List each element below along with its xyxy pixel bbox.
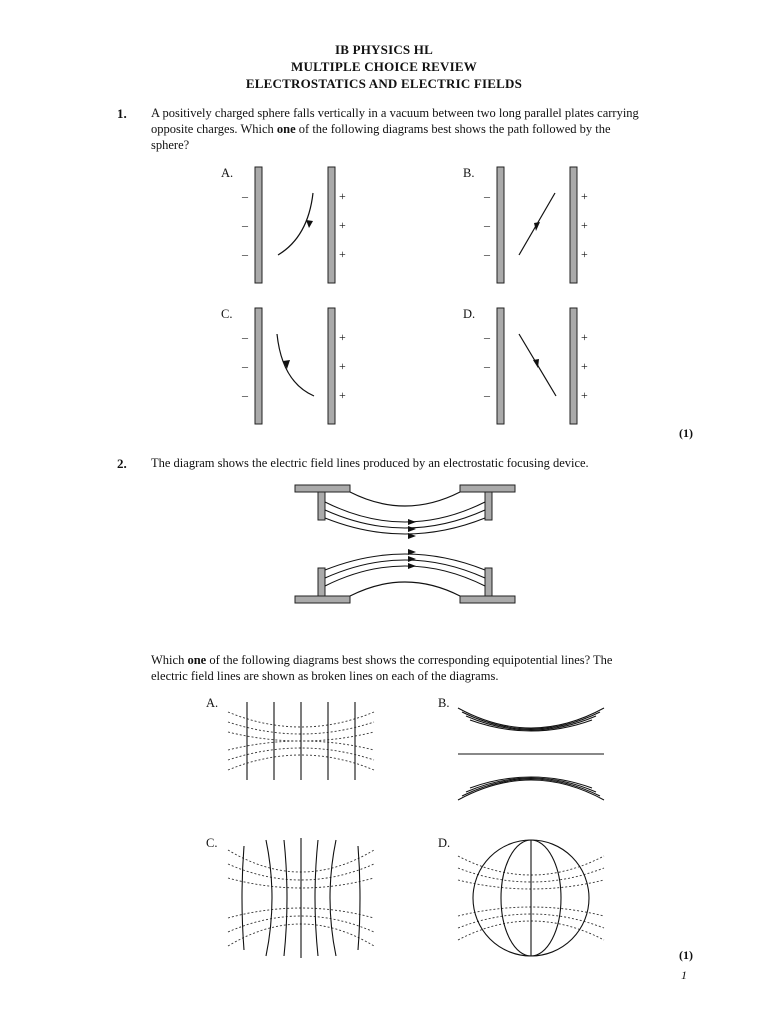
q1-a-pos-3: + <box>339 247 346 261</box>
q1-d-pos-2: + <box>581 359 588 373</box>
question-2-number: 2. <box>117 456 127 471</box>
page-number: 1 <box>681 968 687 982</box>
question-2-followup <box>151 652 612 684</box>
doc-title: IB PHYSICS HL <box>335 42 433 57</box>
q2-option-a-diagram <box>226 702 376 780</box>
q1-a-pos-1: + <box>339 189 346 203</box>
q1-a-neg-3: – <box>242 247 248 261</box>
q1-b-pos-3: + <box>581 247 588 261</box>
q2-option-c-label: C. <box>206 836 218 850</box>
q1-d-neg-2: – <box>484 359 490 373</box>
q1-c-neg-1: – <box>242 330 248 344</box>
q2-marks: (1) <box>679 948 693 962</box>
q1-c-pos-2: + <box>339 359 346 373</box>
q1-b-pos-1: + <box>581 189 588 203</box>
q1-option-a-label: A. <box>221 166 234 180</box>
doc-subtitle: MULTIPLE CHOICE REVIEW <box>291 59 477 74</box>
q2-option-d-label: D. <box>438 836 451 850</box>
q1-option-d-label: D. <box>463 307 476 321</box>
q1-d-neg-3: – <box>484 388 490 402</box>
q1-d-pos-3: + <box>581 388 588 402</box>
q2-option-b-diagram <box>456 702 606 802</box>
q1-d-neg-1: – <box>484 330 490 344</box>
question-1-line-2: opposite charges. Which one of the following diagrams best shows the path followed by the <box>151 122 611 136</box>
q1-option-b-label: B. <box>463 166 475 180</box>
q1-a-neg-1: – <box>242 189 248 203</box>
q2-option-b-label: B. <box>438 696 450 710</box>
q2-option-d-diagram <box>456 836 606 960</box>
q1-c-pos-1: + <box>339 330 346 344</box>
q2-option-a-label: A. <box>206 696 219 710</box>
q2-option-c-diagram <box>226 838 376 958</box>
doc-topic: ELECTROSTATICS AND ELECTRIC FIELDS <box>245 76 523 91</box>
question-2-text: The diagram shows the electric field lines produced by an electrostatic focusing device. <box>151 456 589 470</box>
q1-b-pos-2: + <box>581 218 588 232</box>
question-2-followup-line-2: electric field lines are shown as broken lines on each of the diagrams. <box>151 669 499 683</box>
q1-b-neg-2: – <box>484 218 490 232</box>
q1-a-pos-2: + <box>339 218 346 232</box>
q1-b-neg-1: – <box>484 189 490 203</box>
q1-d-pos-1: + <box>581 330 588 344</box>
q1-option-c-label: C. <box>221 307 233 321</box>
q1-b-neg-3: – <box>484 247 490 261</box>
q1-marks: (1) <box>679 426 693 440</box>
question-1-text <box>151 105 639 153</box>
question-1-line-1: A positively charged sphere falls vertically in a vacuum between two long parallel plates carrying <box>151 106 639 120</box>
question-1-line-3: sphere? <box>151 138 190 152</box>
focusing-device-diagram <box>290 480 520 608</box>
q1-c-neg-2: – <box>242 359 248 373</box>
q1-c-pos-3: + <box>339 388 346 402</box>
question-2-followup-line-1: Which one of the following diagrams best shows the corresponding equipotential lines? The <box>151 653 613 667</box>
question-1-number: 1. <box>117 106 127 121</box>
q1-c-neg-3: – <box>242 388 248 402</box>
q1-a-neg-2: – <box>242 218 248 232</box>
